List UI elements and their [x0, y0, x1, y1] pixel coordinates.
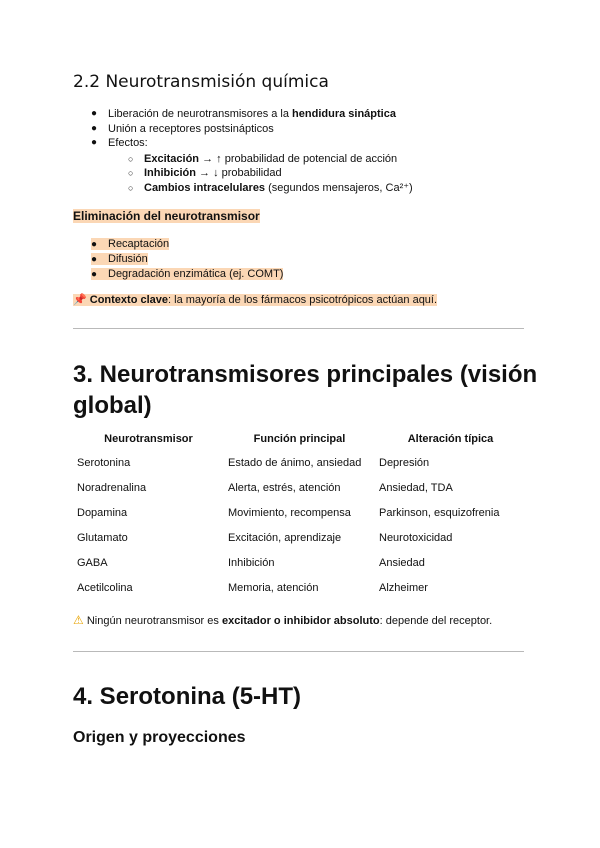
- table-cell: Serotonina: [77, 456, 131, 469]
- table-cell: Glutamato: [77, 531, 128, 544]
- bullet-icon: ●: [91, 239, 98, 250]
- elimination-heading: Eliminación del neurotransmisor: [73, 209, 260, 223]
- list-item: ○ Cambios intracelulares (segundos mensajeros, Ca²⁺): [128, 181, 413, 194]
- list-item: ● Degradación enzimática (ej. COMT): [91, 268, 284, 280]
- warning-icon: ⚠: [73, 613, 84, 627]
- list-item: ○ Excitación → ↑ probabilidad de potencial de acción: [128, 152, 398, 165]
- section-3-heading: 3. Neurotransmisores principales (visión global): [73, 361, 538, 419]
- table-cell: Dopamina: [77, 506, 128, 519]
- table-row: [73, 575, 526, 600]
- column-header: Función principal: [253, 433, 346, 445]
- table-header-row: [73, 428, 526, 450]
- table-cell: Parkinson, esquizofrenia: [379, 506, 500, 519]
- circle-bullet-icon: ○: [128, 153, 134, 164]
- table-cell: Movimiento, recompensa: [228, 506, 351, 519]
- table-cell: Inhibición: [228, 556, 275, 569]
- bullet-icon: ●: [91, 269, 98, 280]
- table-cell: Noradrenalina: [77, 481, 147, 494]
- section-4-subheading: Origen y proyecciones: [73, 729, 246, 746]
- list-item: ● Unión a receptores postsinápticos: [91, 122, 274, 135]
- bullet-icon: ●: [91, 108, 98, 119]
- pushpin-icon: 📌: [73, 294, 87, 306]
- table-cell: GABA: [77, 556, 108, 569]
- section-4-heading: 4. Serotonina (5-HT): [73, 683, 302, 710]
- table-cell: Estado de ánimo, ansiedad: [228, 456, 362, 469]
- table-row: [73, 450, 526, 475]
- bullet-icon: ●: [91, 254, 98, 265]
- section-2-2-heading: 2.2 Neurotransmisión química: [73, 72, 329, 92]
- table-row: [73, 550, 526, 575]
- column-header: Neurotransmisor: [104, 433, 193, 445]
- effects-sublist: [91, 152, 413, 196]
- context-note: 📌 Contexto clave: la mayoría de los fármacos psicotrópicos actúan aquí.: [73, 294, 438, 306]
- table-row: [73, 525, 526, 550]
- table-cell: Neurotoxicidad: [379, 531, 453, 544]
- effects-sublist-wrapper: [91, 152, 413, 196]
- list-item: ○ Inhibición → ↓ probabilidad: [128, 167, 282, 179]
- circle-bullet-icon: ○: [128, 168, 134, 178]
- warning-note: ⚠ Ningún neurotransmisor es excitador o inhibidor absoluto: depende del receptor.: [73, 613, 493, 627]
- table-cell: Alerta, estrés, atención: [228, 481, 341, 494]
- table-cell: Acetilcolina: [77, 581, 133, 594]
- divider: [73, 328, 524, 329]
- divider: [73, 651, 524, 652]
- list-item: ● Efectos:: [91, 137, 148, 149]
- list-item: ● Liberación de neurotransmisores a la hendidura sináptica: [91, 108, 396, 120]
- bullet-icon: ●: [91, 122, 98, 134]
- column-header: Alteración típica: [407, 433, 494, 445]
- table-cell: Depresión: [379, 456, 430, 469]
- table-cell: Memoria, atención: [228, 581, 319, 594]
- neurotransmitter-table: [73, 428, 526, 600]
- table-cell: Ansiedad, TDA: [379, 481, 453, 494]
- circle-bullet-icon: ○: [128, 182, 134, 193]
- list-item: ● Difusión: [91, 253, 148, 265]
- list-item: ● Recaptación: [91, 238, 170, 250]
- bullet-icon: ●: [91, 137, 98, 148]
- neurotransmission-list: [91, 107, 413, 195]
- table-cell: Excitación, aprendizaje: [228, 531, 342, 544]
- elimination-list: [91, 237, 283, 282]
- table-row: [73, 475, 526, 500]
- table-cell: Ansiedad: [379, 556, 425, 569]
- table-cell: Alzheimer: [379, 581, 428, 594]
- table-row: [73, 500, 526, 525]
